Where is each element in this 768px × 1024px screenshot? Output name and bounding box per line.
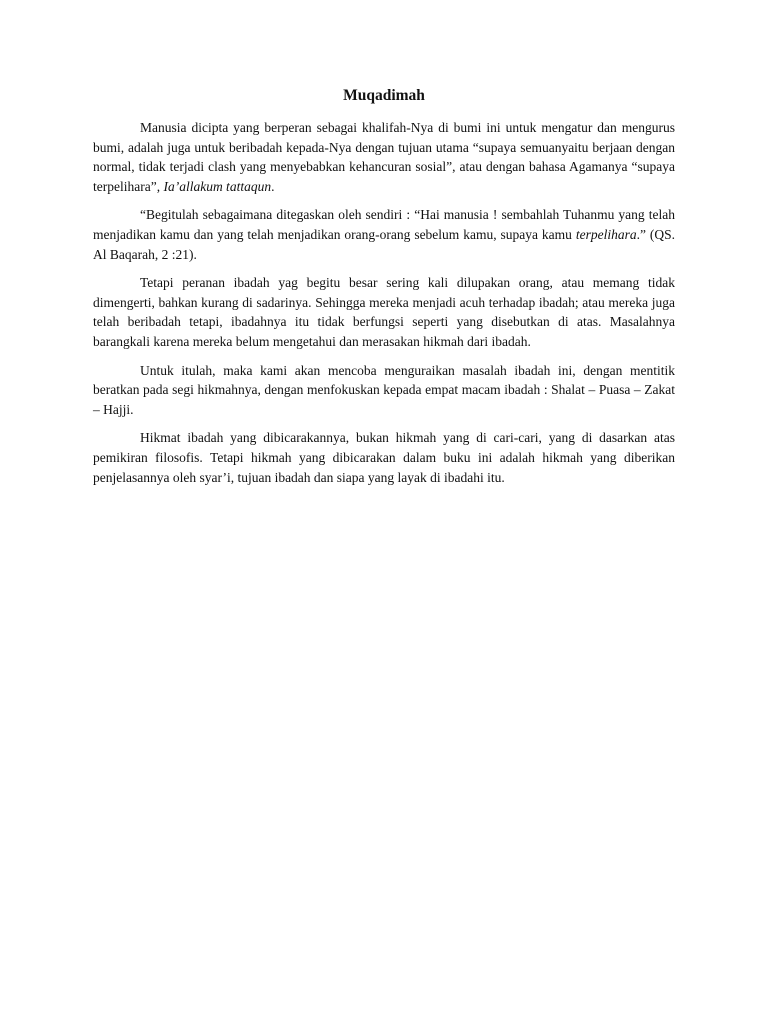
paragraph-5 — [93, 428, 675, 487]
document-title: Muqadimah — [343, 87, 425, 104]
paragraph-2 — [93, 205, 675, 264]
paragraph-2-text: “Begitulah sebagaimana ditegaskan oleh sendiri : “Hai manusia ! sembahlah Tuhanmu yang telah menjadikan kamu dan yang telah menjadikan orang-orang sebelum kamu, supaya kamu — [93, 207, 675, 242]
paragraph-5-text: Hikmat ibadah yang dibicarakannya, bukan hikmah yang di cari-cari, yang di dasarkan atas pemikiran filosofis. Tetapi hikmah yang dibicarakan dalam buku ini adalah hikmah yang diberikan penjelasannya oleh syar’i, tujuan ibadah dan siapa yang layak di ibadahi itu. — [93, 430, 675, 485]
paragraph-3-text: Tetapi peranan ibadah yag begitu besar sering kali dilupakan orang, atau memang tidak dimengerti, bahkan kurang di sadarinya. Sehingga mereka menjadi acuh terhadap ibadah; atau mereka juga telah beribadah tetapi, ibadahnya itu tidak berfungsi seperti yang disebutkan di atas. Masalahnya barangkali karena mereka belum mengetahui dan merasakan hikmah dari ibadah. — [93, 275, 675, 349]
paragraph-4-text: Untuk itulah, maka kami akan mencoba menguraikan masalah ibadah ini, dengan mentitik beratkan pada segi hikmahnya, dengan menfokuskan kepada empat macam ibadah : Shalat – Puasa – Zakat – Hajji. — [93, 362, 675, 417]
paragraph-1-text: Manusia dicipta yang berperan sebagai khalifah-Nya di bumi ini untuk mengatur dan mengurus bumi, adalah juga untuk beribadah kepada-Nya dengan tujuan utama “supaya semuanyaitu berjaan dengan normal, tidak terjadi clash yang menyebabkan kehancuran sosial”, atau dengan bahasa Agamanya “supaya terpelihara”, — [93, 120, 675, 194]
paragraph-1 — [93, 118, 675, 196]
paragraph-1-italic-phrase: Ia’allakum tattaqun — [163, 178, 272, 194]
paragraph-2-italic-word: terpelihara — [575, 226, 637, 242]
paragraph-2-citation: .” (QS. Al Baqarah, 2 :21). — [93, 226, 675, 262]
paragraph-4 — [93, 361, 675, 420]
paragraph-1-end: . — [271, 178, 275, 194]
paragraph-3 — [93, 273, 675, 351]
document-page — [93, 86, 675, 496]
